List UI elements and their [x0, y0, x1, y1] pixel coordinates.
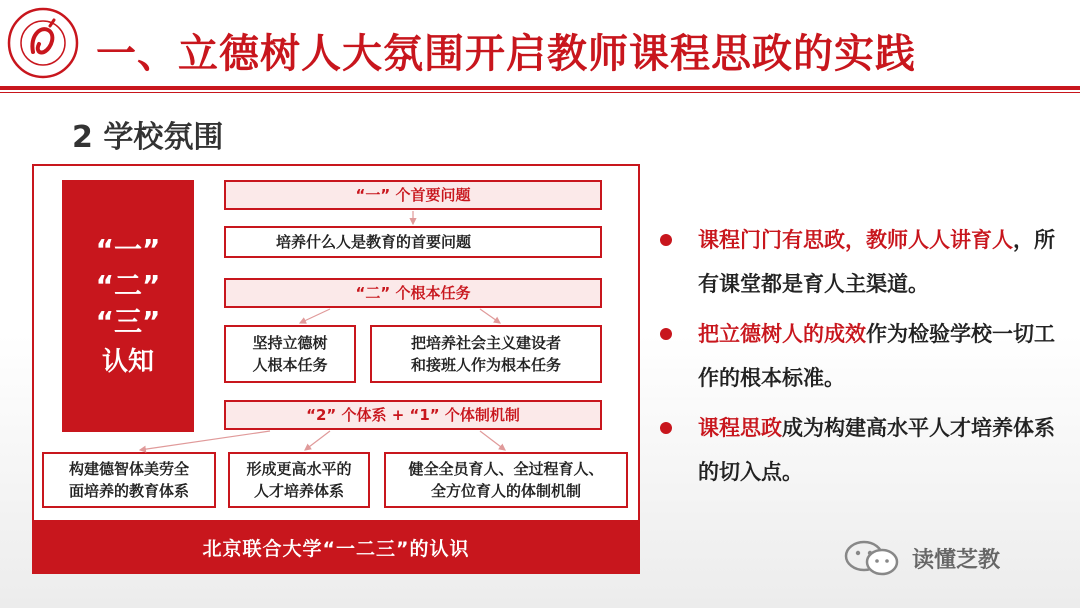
task-b-box	[370, 325, 602, 383]
bullet-highlight: 课程思政	[698, 416, 782, 440]
system-b-line-1: 形成更高水平的	[246, 460, 352, 478]
watermark-text: 读懂芝教	[912, 547, 1001, 573]
label-three: “三”	[95, 305, 161, 338]
bullet-text: 作为检验学校一切工作的根本标准。	[698, 322, 1055, 390]
system-a-box	[42, 452, 216, 508]
system-a-line-2: 面培养的教育体系	[68, 482, 189, 500]
bullet-highlight: 把立德树人的成效	[698, 322, 866, 346]
task-a-line-2: 人根本任务	[252, 356, 328, 374]
label-cognition: 认知	[101, 347, 154, 377]
task-a-line-1: 坚持立德树	[252, 334, 328, 352]
task-b-line-2: 和接班人作为根本任务	[410, 356, 561, 374]
one-two-three-label	[62, 180, 194, 432]
system-a-line-1: 构建德智体美劳全	[68, 460, 189, 478]
box-three-title: “2” 个体系 + “1” 个体制机制	[224, 400, 602, 430]
page-title: 一、立德树人大氛围开启教师课程思政的实践	[96, 31, 916, 77]
box-two-title: “二” 个根本任务	[224, 278, 602, 308]
diagram-footer: 北京联合大学“一二三”的认识	[32, 520, 640, 574]
wechat-icon	[842, 538, 902, 578]
bullet-list	[660, 218, 1060, 500]
box-one-body: 培养什么人是教育的首要问题	[224, 226, 602, 258]
bullet-text: ，所有课堂都是育人主渠道。	[698, 228, 1055, 296]
bullet-dot-icon	[660, 422, 672, 434]
bullet-item	[660, 406, 1060, 494]
task-a-box	[224, 325, 356, 383]
box-one-title: “一” 个首要问题	[224, 180, 602, 210]
bullet-highlight: 课程门门有思政，教师人人讲育人	[698, 228, 1013, 252]
system-c-line-1: 健全全员育人、全过程育人、	[408, 460, 604, 478]
bullet-dot-icon	[660, 328, 672, 340]
label-one: “一”	[95, 233, 161, 266]
bullet-item	[660, 218, 1060, 306]
bullet-dot-icon	[660, 234, 672, 246]
system-c-box	[384, 452, 628, 508]
label-two: “二”	[95, 269, 161, 302]
bullet-item	[660, 312, 1060, 400]
university-logo	[6, 6, 80, 80]
system-b-box	[228, 452, 370, 508]
bullet-text: 成为构建高水平人才培养体系的切入点。	[698, 416, 1055, 484]
system-b-line-2: 人才培养体系	[253, 482, 344, 500]
section-subtitle: 2 学校氛围	[72, 120, 224, 155]
title-divider-thin	[0, 92, 1080, 93]
system-c-line-2: 全方位育人的体制机制	[430, 482, 581, 500]
task-b-line-1: 把培养社会主义建设者	[410, 334, 561, 352]
watermark	[842, 536, 1000, 580]
title-divider	[0, 86, 1080, 90]
